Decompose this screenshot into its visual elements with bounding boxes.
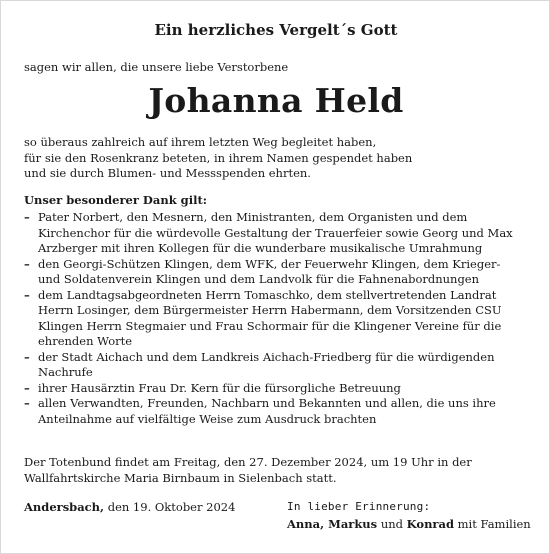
place: Andersbach, bbox=[24, 500, 105, 514]
list-item-line: ehrenden Worte bbox=[38, 334, 133, 348]
dash-icon: – bbox=[24, 380, 30, 395]
list-item-line: den Georgi-Schützen Klingen, dem WFK, der Feuerwehr Klingen, dem Krieger- bbox=[38, 256, 501, 271]
list-item bbox=[24, 381, 529, 397]
list-item-line: Arzberger mit ihren Kollegen für die wunderbare musikalische Umrahmung bbox=[38, 241, 483, 255]
dash-icon: – bbox=[24, 287, 30, 302]
signer-names: Anna, Markus bbox=[287, 517, 378, 531]
heading: Ein herzliches Vergelt´s Gott bbox=[154, 21, 398, 39]
signer-suffix: mit Familien bbox=[457, 517, 531, 531]
thanks-paragraph bbox=[24, 135, 524, 182]
signers bbox=[287, 517, 531, 531]
dash-icon: – bbox=[24, 256, 30, 271]
thanks-line: so überaus zahlreich auf ihrem letzten Weg begleitet haben, bbox=[24, 135, 377, 149]
date: den 19. Oktober 2024 bbox=[107, 500, 236, 514]
intro-text: sagen wir allen, die unsere liebe Verstorbene bbox=[24, 60, 289, 74]
list-item bbox=[24, 288, 529, 350]
signer-name: Konrad bbox=[406, 517, 454, 531]
dash-icon: – bbox=[24, 210, 30, 224]
list-item bbox=[24, 350, 529, 381]
list-item-line: Klingen Herrn Stegmaier und Frau Schormair für die Klingener Vereine für die bbox=[38, 318, 502, 333]
funeral-line: Der Totenbund findet am Freitag, den 27. Dezember 2024, um 19 Uhr in der bbox=[24, 455, 472, 469]
list-item-line: Kirchenchor für die würdevolle Gestaltung der Trauerfeier sowie Georg und Max bbox=[38, 225, 513, 240]
thanks-list bbox=[24, 210, 529, 427]
list-item-line: der Stadt Aichach und dem Landkreis Aichach-Friedberg für die würdigenden bbox=[38, 349, 495, 364]
funeral-line: Wallfahrtskirche Maria Birnbaum in Sielenbach statt. bbox=[24, 471, 337, 485]
signer-connector: und bbox=[380, 517, 403, 531]
list-item-line: Herrn Losinger, dem Bürgermeister Herrn Habermann, dem Vorsitzenden CSU bbox=[38, 303, 502, 317]
funeral-announcement bbox=[24, 454, 529, 486]
special-thanks-label: Unser besonderer Dank gilt: bbox=[24, 193, 207, 207]
list-item-line: Anteilnahme auf vielfältige Weise zum Ausdruck brachten bbox=[38, 411, 377, 426]
list-item-line: Pater Norbert, den Mesnern, den Ministranten, dem Organisten und dem bbox=[38, 210, 468, 224]
list-item bbox=[24, 257, 529, 288]
list-item-line: ihrer Hausärztin Frau Dr. Kern für die fürsorgliche Betreuung bbox=[38, 380, 401, 395]
list-item-line: allen Verwandten, Freunden, Nachbarn und Bekannten und allen, die uns ihre bbox=[38, 396, 496, 410]
thanks-line: für sie den Rosenkranz beteten, in ihrem Namen gespendet haben bbox=[24, 150, 413, 165]
list-item-line: dem Landtagsabgeordneten Herrn Tomaschko, dem stellvertretenden Landrat bbox=[38, 287, 497, 302]
thanks-line: und sie durch Blumen- und Messspenden ehrten. bbox=[24, 166, 311, 180]
dash-icon: – bbox=[24, 349, 30, 364]
list-item bbox=[24, 210, 529, 257]
list-item-line: und Soldatenverein Klingen und dem Landvolk für die Fahnenabordnungen bbox=[38, 272, 480, 286]
memory-label: In lieber Erinnerung: bbox=[287, 500, 431, 513]
dash-icon: – bbox=[24, 396, 30, 410]
place-date bbox=[24, 500, 235, 514]
list-item-line: Nachrufe bbox=[38, 365, 93, 379]
list-item bbox=[24, 396, 529, 427]
deceased-name: Johanna Held bbox=[148, 81, 404, 120]
